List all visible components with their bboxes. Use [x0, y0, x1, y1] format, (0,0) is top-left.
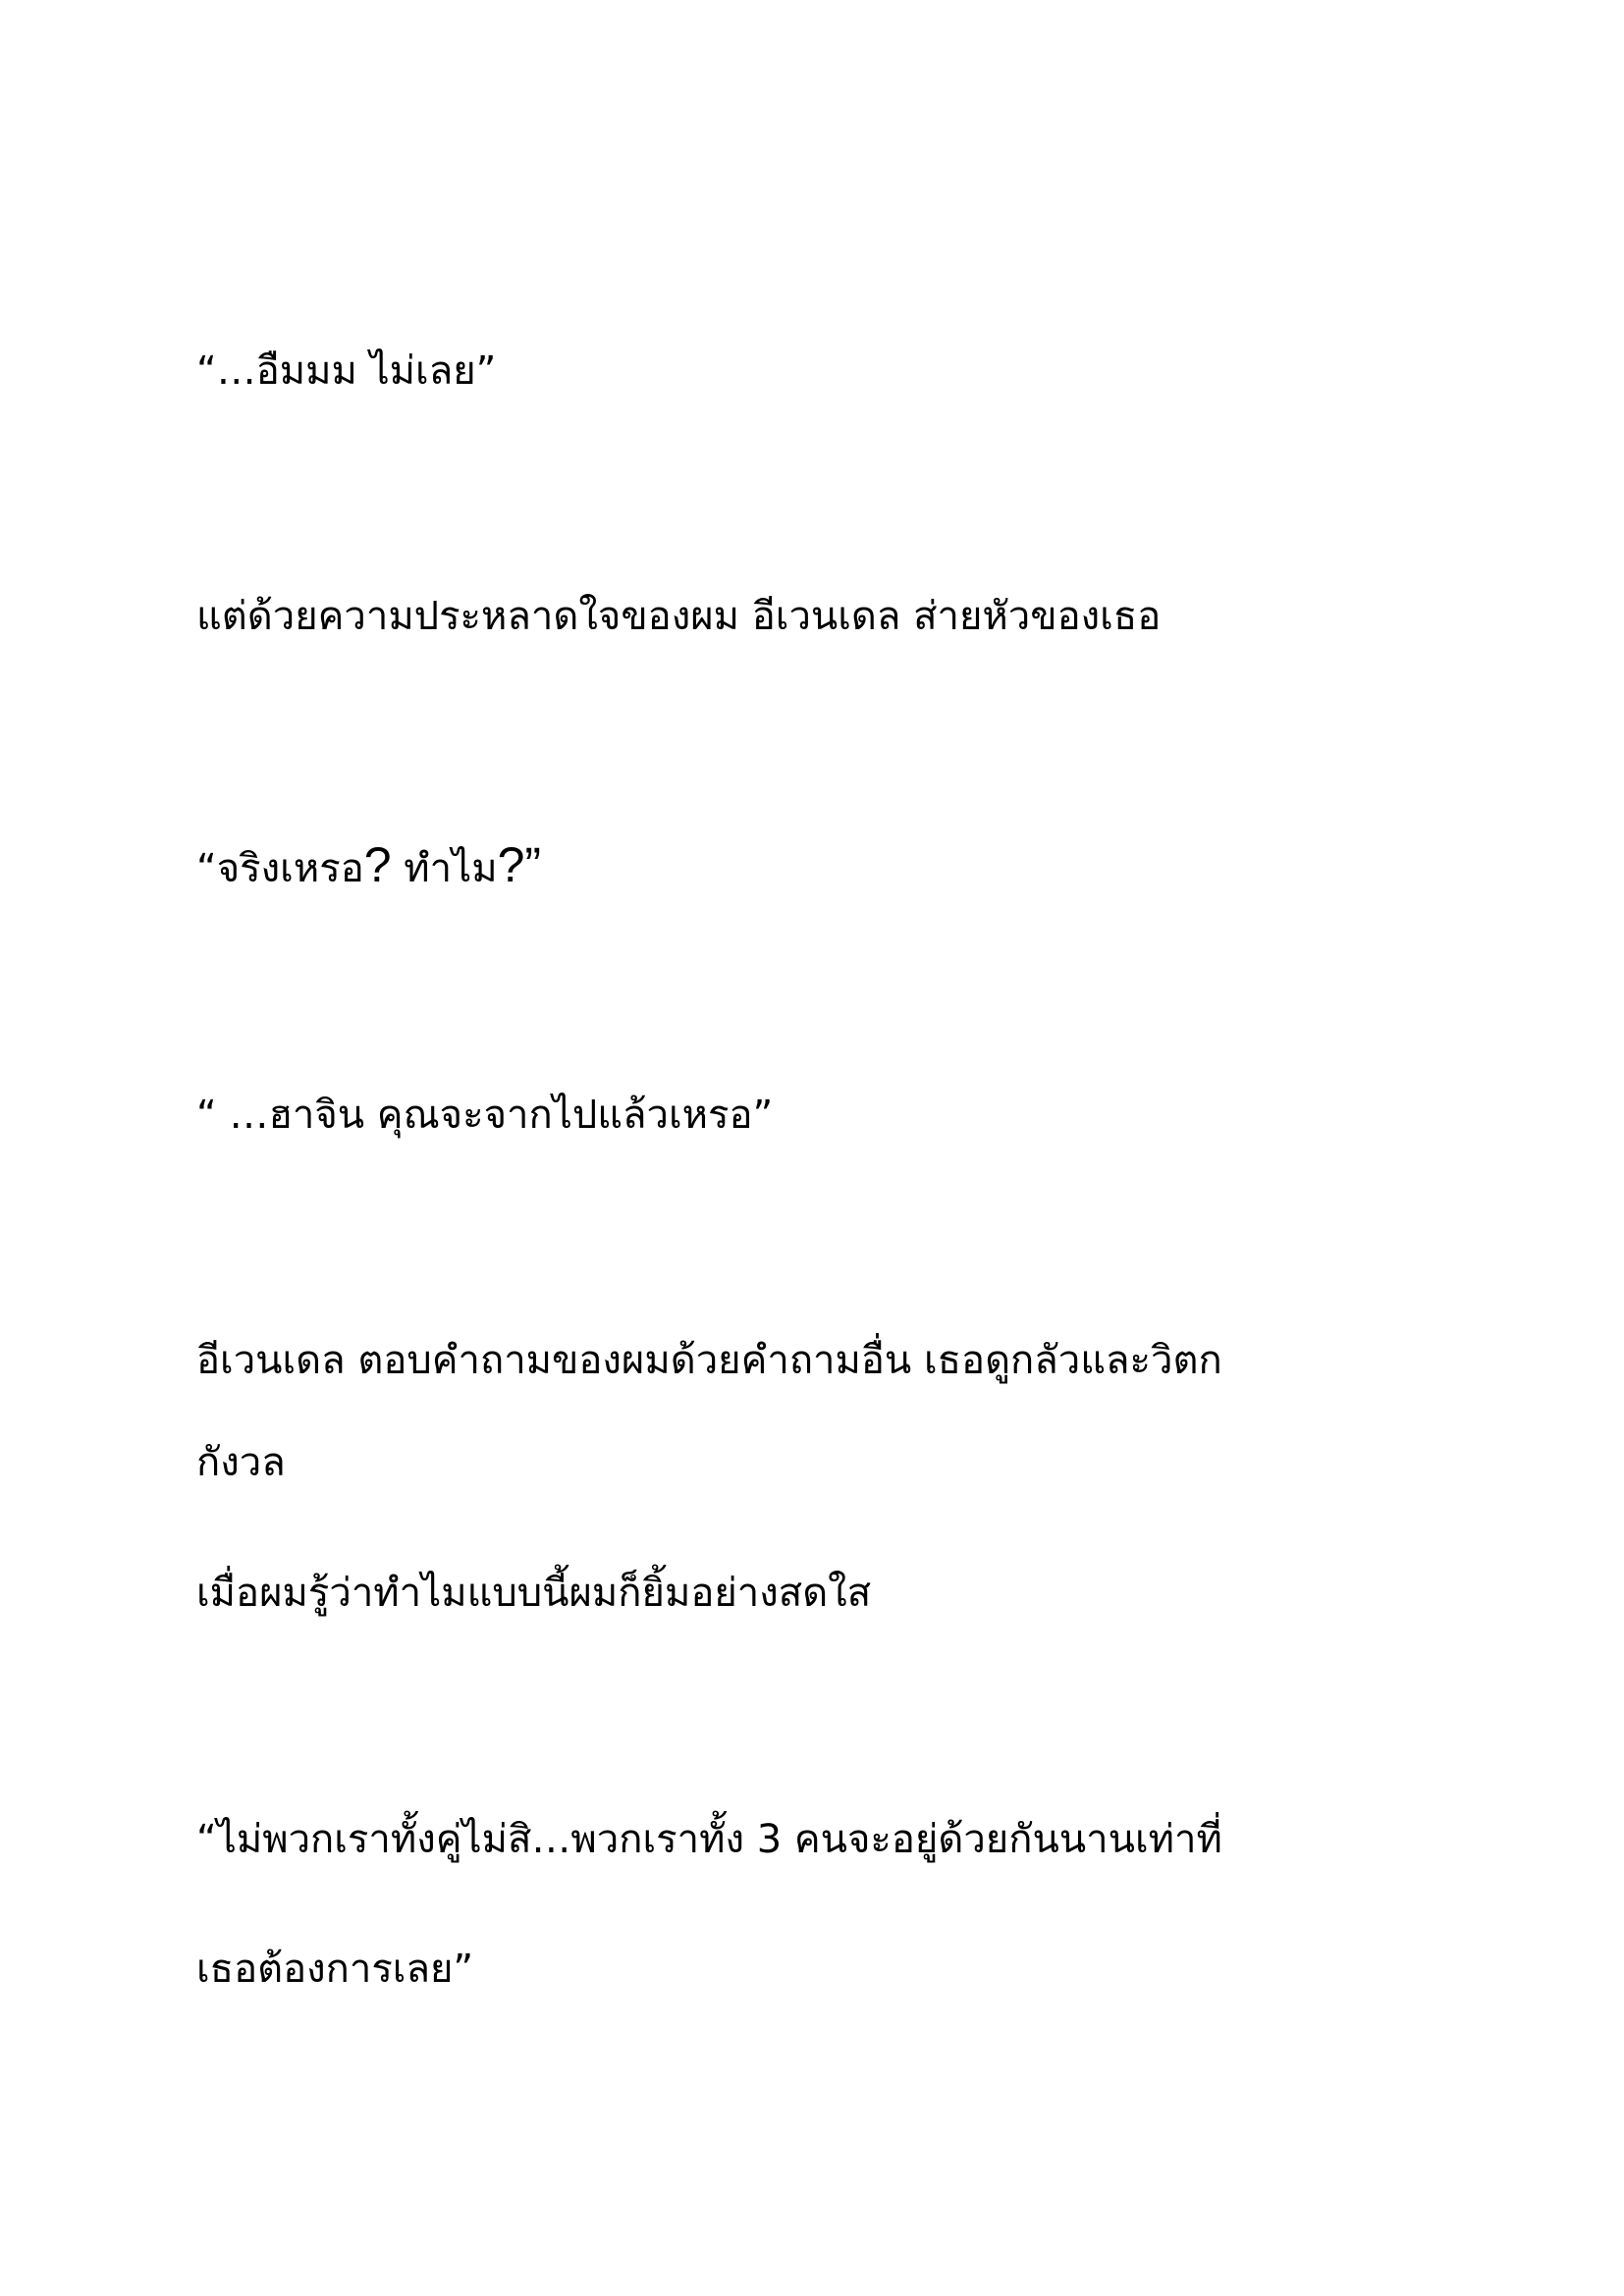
dialogue-line: “…อืมมม ไม่เลย”: [196, 348, 497, 394]
question-mark: ?: [363, 837, 392, 892]
dialogue-line: เธอต้องการเลย”: [196, 1947, 474, 1992]
narration-line: อีเวนเดล ตอบคำถามของผมด้วยคำถามอื่น เธอดูกลัวและวิตก: [196, 1338, 1222, 1383]
narration-line: แต่ด้วยความประหลาดใจของผม อีเวนเดล ส่ายหัวของเธอ: [196, 594, 1162, 639]
dialogue-text: “จริงเหรอ: [196, 846, 364, 891]
narration-line: กังวล: [196, 1440, 286, 1485]
dialogue-text: ทำไม: [391, 846, 498, 891]
dialogue-line: “ไม่พวกเราทั้งคู่ไม่สิ…พวกเราทั้ง 3 คนจะอยู่ด้วยกันนานเท่าที่: [196, 1817, 1222, 1862]
dialogue-line: “ …ฮาจิน คุณจะจากไปแล้วเหรอ”: [196, 1093, 774, 1138]
dialogue-line: [196, 839, 541, 894]
question-mark-quote: ?”: [497, 837, 542, 892]
narration-line: เมื่อผมรู้ว่าทำไมแบบนี้ผมก็ยิ้มอย่างสดใส: [196, 1571, 872, 1616]
